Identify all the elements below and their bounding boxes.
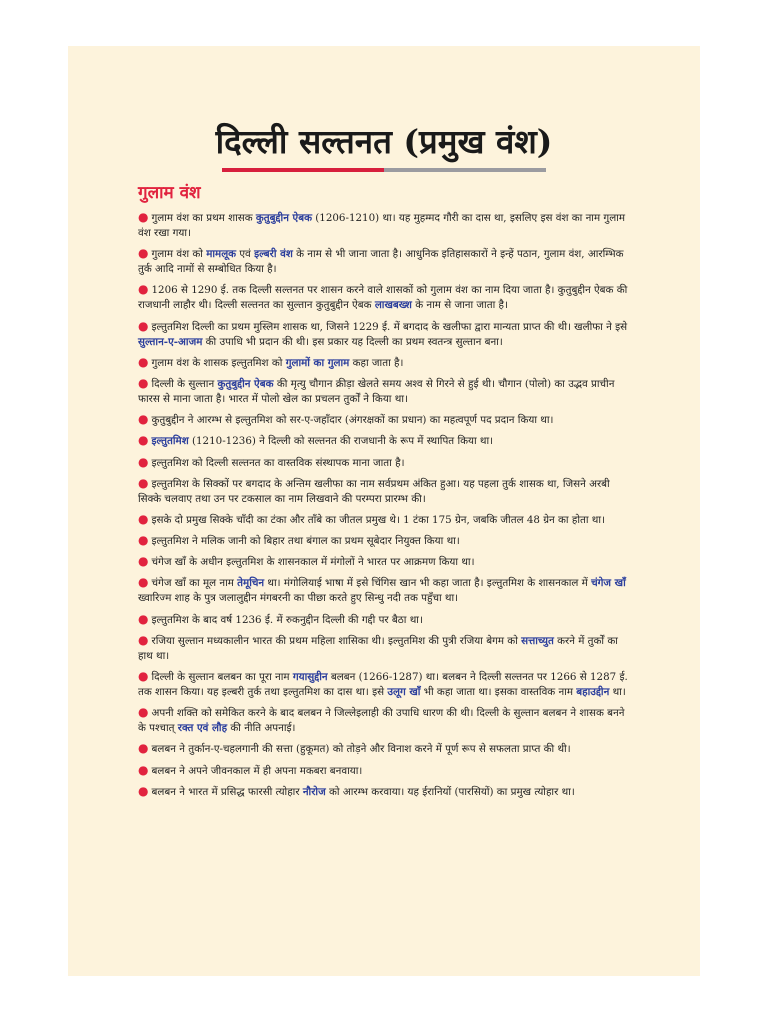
point-text: था।	[609, 686, 626, 698]
highlighted-term: गयासुद्दीन	[292, 671, 328, 683]
point-text: अपनी शक्ति को समेकित करने के बाद बलबन ने जिल्लेइलाही की उपाधि धारण की थी। दिल्ली के सुल्तान बलबन ने शासक बनने के पश्चात्	[138, 707, 625, 735]
bullet-icon: ●	[138, 575, 149, 590]
bullet-icon: ●	[138, 669, 149, 683]
point-text: भी कहा जाता था। इसका वास्तविक नाम	[420, 686, 577, 698]
bullet-point	[138, 633, 630, 664]
point-text: इल्तुतमिश ने मलिक जानी को बिहार तथा बंगाल का प्रथम सूबेदार नियुक्त किया था।	[151, 535, 460, 548]
bullet-point	[138, 669, 630, 700]
bullet-icon: ●	[138, 783, 149, 798]
point-text: बलबन ने अपने जीवनकाल में ही अपना मकबरा बनवाया।	[151, 764, 363, 777]
bullet-point	[138, 455, 630, 471]
bullet-point	[138, 763, 630, 779]
highlighted-term: तेमूचिन	[237, 577, 265, 590]
point-text: के नाम से भी जाना जाता है। आधुनिक इतिहासकारों ने इन्हें पठान, गुलाम वंश, आरम्भिक तुर्क आदि नामों से सम्बोधित किया है।	[138, 248, 624, 276]
bullet-icon: ●	[138, 454, 149, 469]
point-text: 1206 से 1290 ई. तक दिल्ली सल्तनत पर शासन करने वाले शासकों को गुलाम वंश का नाम दिया जाता है। कुतुबुद्दीन ऐबक की राजधानी लाहौर थी। दिल्ली सल्तनत का सुल्तान कुतुबुद्दीन ऐबक	[138, 284, 628, 312]
point-text: इसके दो प्रमुख सिक्के चाँदी का टंका और ताँबे का जीतल प्रमुख थे। 1 टंका 175 ग्रेन, जबकि जीतल 48 ग्रेन का होता था।	[151, 513, 605, 526]
bullet-icon: ●	[138, 511, 149, 526]
point-text: दिल्ली के सुल्तान बलबन का पूरा नाम	[151, 671, 293, 683]
bullet-list	[138, 210, 630, 800]
point-text: चंगेज खाँ का मूल नाम	[151, 577, 238, 590]
bullet-icon: ●	[138, 210, 149, 224]
point-text: गुलाम वंश के शासक इल्तुतमिश को	[151, 356, 286, 369]
point-text: चंगेज खाँ के अधीन इल्तुतमिश के शासनकाल में मंगोलों ने भारत पर आक्रमण किया था।	[151, 556, 475, 569]
bullet-point	[138, 575, 630, 606]
bullet-icon: ●	[138, 705, 149, 720]
bullet-icon: ●	[138, 762, 149, 777]
bullet-point	[138, 412, 630, 428]
point-text: रजिया सुल्तान मध्यकालीन भारत की प्रथम महिला शासिका थी। इल्तुतमिश की पुत्री रजिया बेगम को	[151, 634, 522, 647]
bullet-point	[138, 741, 630, 757]
highlighted-term: रक्त एवं लौह	[177, 722, 228, 735]
point-text: बलबन ने तुर्कान-ए-चहलगानी की सत्ता (हुकूमत) को तोड़ने और विनाश करने में पूर्ण रूप से सफलता प्राप्त की थी।	[151, 743, 571, 756]
bullet-icon: ●	[138, 611, 149, 626]
title-underline-grey	[384, 168, 546, 172]
point-text: की मृत्यु चौगान क्रीड़ा खेलते समय अश्व से गिरने से हुई थी। चौगान (पोलो) का उद्भव प्राचीन फारस से माना जाता है। भारत में पोलो खेल का प्रचलन तुर्कों ने किया था।	[138, 377, 615, 405]
highlighted-term: उलूग खाँ	[387, 686, 421, 698]
point-text: इल्तुतमिश दिल्ली का प्रथम मुस्लिम शासक था, जिसने 1229 ई. में बगदाद के खलीफा द्वारा मान्यता प्राप्त की थी। खलीफा ने इसे	[151, 320, 628, 333]
bullet-icon: ●	[138, 433, 149, 448]
point-text: एवं	[236, 248, 255, 261]
bullet-point	[138, 705, 630, 736]
highlighted-term: कुतुबुद्दीन ऐबक	[255, 212, 312, 224]
point-text: गुलाम वंश को	[151, 248, 207, 261]
point-text: इल्तुतमिश के सिक्कों पर बगदाद के अन्तिम खलीफा का नाम सर्वप्रथम अंकित हुआ। यह पहला तुर्क शासक था, जिसने अरबी सिक्के चलवाए तथा उन पर टकसाल का नाम लिखवाने की परम्परा प्रारम्भ की।	[138, 477, 610, 505]
bullet-icon: ●	[138, 741, 149, 756]
bullet-point	[138, 533, 630, 549]
bullet-point	[138, 210, 630, 241]
point-text: इल्तुतमिश को दिल्ली सल्तनत का वास्तविक संस्थापक माना जाता है।	[151, 456, 405, 469]
point-text: गुलाम वंश का प्रथम शासक	[151, 212, 256, 224]
page-title: दिल्ली सल्तनत (प्रमुख वंश)	[215, 122, 553, 161]
bullet-point	[138, 512, 630, 528]
point-text: की नीति अपनाई।	[227, 722, 296, 735]
highlighted-term: सत्ताच्युत	[521, 634, 554, 647]
point-text: करने में तुर्कों का हाथ था।	[138, 634, 618, 662]
highlighted-term: लाखबख्श	[374, 299, 412, 312]
bullet-icon: ●	[138, 412, 149, 427]
section-heading: गुलाम वंश	[138, 183, 201, 203]
bullet-icon: ●	[138, 475, 149, 490]
point-text: कहा जाता है।	[349, 356, 404, 369]
bullet-point	[138, 319, 630, 350]
bullet-point	[138, 282, 630, 313]
highlighted-term: चंगेज खाँ	[591, 577, 626, 590]
point-text: था। मंगोलियाई भाषा में इसे चिंगिस खान भी कहा जाता है। इल्तुतमिश के शासनकाल में	[264, 577, 592, 590]
bullet-icon: ●	[138, 554, 149, 569]
point-text: कुतुबुद्दीन ने आरम्भ से इल्तुतमिश को सर-ए-जहाँदार (अंगरक्षकों का प्रधान) का महत्वपूर्ण पद प्रदान किया था।	[151, 414, 554, 427]
highlighted-term: इल्बरी वंश	[254, 248, 293, 261]
highlighted-term: सुल्तान-ए-आजम	[138, 335, 203, 348]
point-text: की उपाधि भी प्रदान की थी। इस प्रकार यह दिल्ली का प्रथम स्वतन्त्र सुल्तान बना।	[202, 335, 503, 348]
highlighted-term: कुतुबुद्दीन ऐबक	[217, 377, 274, 390]
highlighted-term: बहाउद्दीन	[576, 686, 610, 698]
highlighted-term: मामलूक	[206, 248, 237, 261]
highlighted-term: नौरोज	[302, 785, 326, 798]
bullet-point	[138, 476, 630, 507]
point-text: ख्वारिज्म शाह के पुत्र जलालुद्दीन मंगबरनी का पीछा करते हुए सिन्धु नदी तक पहुँचा था।	[138, 592, 459, 605]
point-text: बलबन ने भारत में प्रसिद्ध फारसी त्योहार	[151, 785, 303, 798]
bullet-icon: ●	[138, 282, 149, 297]
bullet-point	[138, 554, 630, 570]
bullet-icon: ●	[138, 354, 149, 369]
point-text: दिल्ली के सुल्तान	[151, 377, 218, 390]
bullet-point	[138, 355, 630, 371]
title-underline-red	[222, 168, 384, 172]
bullet-point	[138, 246, 630, 277]
title-underline	[222, 168, 546, 172]
bullet-point	[138, 433, 630, 449]
bullet-icon: ●	[138, 375, 149, 390]
bullet-icon: ●	[138, 246, 149, 261]
bullet-point	[138, 612, 630, 628]
point-text: इल्तुतमिश के बाद वर्ष 1236 ई. में रुकनुद्दीन दिल्ली की गद्दी पर बैठा था।	[151, 613, 423, 626]
point-text: (1210-1236) ने दिल्ली को सल्तनत की राजधानी के रूप में स्थापित किया था।	[188, 435, 494, 448]
bullet-icon: ●	[138, 533, 149, 548]
highlighted-term: इल्तुतमिश	[151, 435, 189, 448]
point-text: बलबन (1266-1287) था। बलबन ने दिल्ली सल्तनत पर 1266 से 1287 ई. तक शासन किया। यह इल्बरी तुर्क तथा इल्तुतमिश का दास था। इसे	[138, 671, 628, 698]
highlighted-term: गुलामों का गुलाम	[285, 356, 350, 369]
bullet-icon: ●	[138, 632, 149, 647]
bullet-point	[138, 376, 630, 407]
point-text: को आरम्भ करवाया। यह ईरानियों (पारसियों) का प्रमुख त्योहार था।	[325, 785, 575, 798]
point-text: के नाम से जाना जाता है।	[411, 299, 508, 312]
point-text: (1206-1210) था। यह मुहम्मद गौरी का दास था, इसलिए इस वंश का नाम गुलाम वंश रखा गया।	[138, 212, 625, 239]
bullet-icon: ●	[138, 318, 149, 333]
bullet-point	[138, 784, 630, 800]
document-page	[68, 46, 700, 976]
